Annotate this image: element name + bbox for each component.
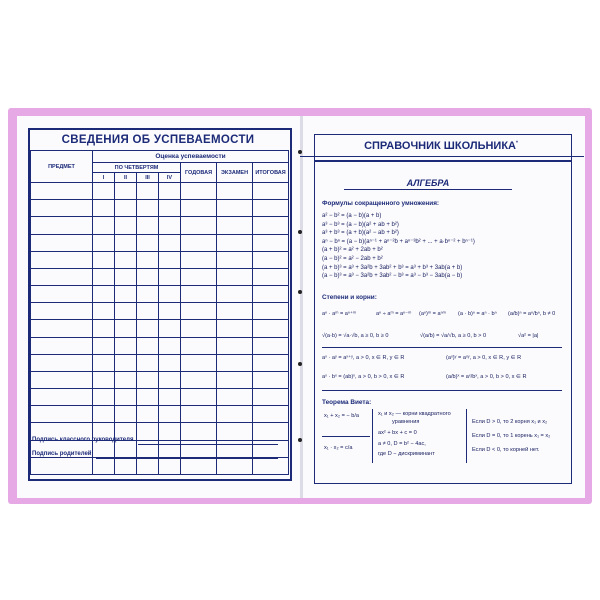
grade-cell[interactable] [217,217,253,234]
grade-cell[interactable] [115,234,137,251]
grade-cell[interactable] [181,337,217,354]
vieta-heading: Теорема Виета: [322,399,372,406]
grade-row [31,303,289,320]
staple-hole [298,290,302,294]
grade-cell[interactable] [93,251,115,268]
grade-cell[interactable] [137,268,159,285]
formula-line: (a + b)² = a² + 2ab + b² [322,247,383,254]
formulas-list [322,212,475,281]
grade-row [31,251,289,268]
staple-hole [298,230,302,234]
grade-cell[interactable] [137,354,159,371]
grade-cell[interactable] [217,371,253,388]
formula-line: aⁿ − bⁿ = (a − b)(aⁿ⁻¹ + aⁿ⁻²b + aⁿ⁻³b² + ... + a·bⁿ⁻² + bⁿ⁻¹) [322,238,475,245]
exp-rule-3: aˣ · bˣ = (ab)ˣ, a > 0, b > 0, x ∈ R [322,374,405,380]
grade-cell[interactable] [181,234,217,251]
grade-cell[interactable] [93,286,115,303]
powers-heading: Степени и корни: [322,294,377,301]
grade-cell[interactable] [181,440,217,457]
case-two-roots: Если D > 0, то 2 корня x₁ и x₂ [472,419,548,425]
root-rule-1: √(a·b) = √a·√b, a ≥ 0, b ≥ 0 [322,333,389,339]
sig-parents-line[interactable] [96,458,278,459]
grade-cell[interactable] [217,457,253,474]
subject-cell[interactable] [31,200,93,217]
grade-cell[interactable] [137,423,159,440]
grade-cell[interactable] [181,389,217,406]
subject-cell[interactable] [31,371,93,388]
grade-cell[interactable] [115,200,137,217]
vieta-roots-text: x₁ и x₂ — корни квадратного [378,411,451,417]
sig-parents-label: Подпись родителей [32,451,92,457]
exp-rule-4: (a/b)ˣ = aˣ/bˣ, a > 0, b > 0, x ∈ R [446,374,527,380]
grade-cell[interactable] [181,183,217,200]
grade-cell[interactable] [137,200,159,217]
grade-cell[interactable] [159,320,181,337]
grade-cell[interactable] [181,217,217,234]
grade-cell[interactable] [115,354,137,371]
grade-cell[interactable] [181,268,217,285]
grade-cell[interactable] [159,423,181,440]
grade-cell[interactable] [217,286,253,303]
grade-cell[interactable] [159,200,181,217]
subject-header: ПРЕДМЕТ [31,151,93,183]
grade-cell[interactable] [217,423,253,440]
vieta-product: x₁ · x₂ = c/a [324,445,353,451]
quadratic-equation: ax² + bx + c = 0 [378,430,417,436]
grade-cell[interactable] [181,200,217,217]
staple-hole [298,150,302,154]
discriminant-def: a ≠ 0, D = b² − 4ac, [378,441,426,447]
grade-cell[interactable] [253,303,289,320]
subject-cell[interactable] [31,303,93,320]
subject-cell[interactable] [31,320,93,337]
formulas-heading: Формулы сокращенного умножения: [322,200,440,207]
vieta-roots-text-2: уравнения [392,419,420,425]
vieta-sum: x₁ + x₂ = − b/a [324,413,359,419]
grade-cell[interactable] [93,200,115,217]
grade-row [31,337,289,354]
title-underline [300,156,584,157]
grade-cell[interactable] [93,234,115,251]
grade-cell[interactable] [115,286,137,303]
grade-cell[interactable] [137,183,159,200]
staple-hole [298,362,302,366]
grade-cell[interactable] [217,303,253,320]
grades-header: Оценка успеваемости [93,151,289,163]
discriminant-note: где D − дискриминант [378,451,435,457]
grade-cell[interactable] [115,406,137,423]
grade-cell[interactable] [159,337,181,354]
grade-cell[interactable] [159,286,181,303]
grade-cell[interactable] [253,371,289,388]
grade-cell[interactable] [253,440,289,457]
grade-cell[interactable] [159,183,181,200]
grade-cell[interactable] [159,371,181,388]
grade-cell[interactable] [159,234,181,251]
subject-cell[interactable] [31,389,93,406]
case-one-root: Если D = 0, то 1 корень x₁ = x₂ [472,433,551,439]
grade-row [31,457,289,474]
grade-row [31,200,289,217]
grade-cell[interactable] [181,320,217,337]
grade-cell[interactable] [181,457,217,474]
grade-cell[interactable] [115,457,137,474]
grade-row [31,371,289,388]
grade-cell[interactable] [217,183,253,200]
subject-cell[interactable] [31,217,93,234]
grade-cell[interactable] [181,354,217,371]
grade-cell[interactable] [253,268,289,285]
grade-cell[interactable] [217,320,253,337]
formula-line: a³ − b³ = (a − b)(a² + ab + b²) [322,221,399,228]
root-rule-2: √(a/b) = √a/√b, a ≥ 0, b > 0 [420,333,487,339]
grade-row [31,268,289,285]
subject-cell[interactable] [31,406,93,423]
grade-cell[interactable] [181,251,217,268]
grade-cell[interactable] [93,389,115,406]
grade-cell[interactable] [115,251,137,268]
grade-row [31,354,289,371]
grade-cell[interactable] [137,286,159,303]
grade-cell[interactable] [217,268,253,285]
grade-row [31,320,289,337]
grade-cell[interactable] [137,371,159,388]
grade-row [31,183,289,200]
grade-cell[interactable] [253,320,289,337]
subject-cell[interactable] [31,183,93,200]
formula-line: a³ + b³ = (a + b)(a² − ab + b²) [322,230,399,237]
grade-cell[interactable] [181,371,217,388]
grade-cell[interactable] [217,389,253,406]
formula-line: a² − b² = (a − b)(a + b) [322,213,382,219]
grade-cell[interactable] [115,268,137,285]
grade-cell[interactable] [137,406,159,423]
quarters-header: ПО ЧЕТВЕРТЯМ [93,163,181,173]
grade-cell[interactable] [93,371,115,388]
grade-cell[interactable] [159,251,181,268]
grade-cell[interactable] [93,354,115,371]
grade-cell[interactable] [253,389,289,406]
quarter-3-header: III [137,173,159,183]
grade-cell[interactable] [253,251,289,268]
vieta-divider-h [322,436,370,437]
exp-rule-2: (aˣ)ʸ = aˣʸ, a > 0, x ∈ R, y ∈ R [446,355,522,361]
grade-cell[interactable] [159,217,181,234]
grade-cell[interactable] [137,389,159,406]
divider [322,390,562,391]
grade-cell[interactable] [253,354,289,371]
power-rule-3: (aⁿ)ᵐ = aⁿᵐ [419,311,446,317]
subject-cell[interactable] [31,286,93,303]
grade-cell[interactable] [181,406,217,423]
grades-table [30,150,289,475]
final-header: ИТОГОВАЯ [253,163,289,183]
grade-cell[interactable] [93,303,115,320]
staple-hole [298,438,302,442]
grades-title: СВЕДЕНИЯ ОБ УСПЕВАЕМОСТИ [61,134,255,146]
power-rule-5: (a/b)ⁿ = aⁿ/bⁿ, b ≠ 0 [508,311,556,317]
formula-line: (a + b)³ = a³ + 3a²b + 3ab² + b³ = a³ + b³ + 3ab(a + b) [322,264,463,271]
grade-cell[interactable] [115,337,137,354]
grade-cell[interactable] [217,354,253,371]
grade-row [31,286,289,303]
grade-cell[interactable] [217,200,253,217]
grade-cell[interactable] [181,423,217,440]
power-rule-4: (a · b)ⁿ = aⁿ · bⁿ [458,311,497,317]
grade-cell[interactable] [137,234,159,251]
grade-row [31,234,289,251]
grade-cell[interactable] [253,406,289,423]
year-header: ГОДОВАЯ [181,163,217,183]
grade-cell[interactable] [93,268,115,285]
grade-cell[interactable] [137,457,159,474]
grade-cell[interactable] [137,217,159,234]
grade-cell[interactable] [159,354,181,371]
grade-cell[interactable] [253,200,289,217]
grade-cell[interactable] [115,320,137,337]
grade-row [31,217,289,234]
sig-teacher-label: Подпись классного руководителя [32,437,134,443]
subject-cell[interactable] [31,234,93,251]
grade-cell[interactable] [253,457,289,474]
vieta-divider [372,409,373,463]
grade-cell[interactable] [159,457,181,474]
reference-title-mark: * [515,140,518,147]
grade-cell[interactable] [217,251,253,268]
grade-cell[interactable] [159,440,181,457]
grade-cell[interactable] [253,286,289,303]
grade-cell[interactable] [253,423,289,440]
subject-cell[interactable] [31,457,93,474]
grade-cell[interactable] [137,251,159,268]
formula-line: (a − b)² = a² − 2ab + b² [322,255,383,262]
grade-cell[interactable] [115,217,137,234]
grade-cell[interactable] [217,406,253,423]
quarter-1-header: I [93,173,115,183]
grade-cell[interactable] [93,183,115,200]
grade-cell[interactable] [253,337,289,354]
grade-cell[interactable] [217,440,253,457]
grade-cell[interactable] [159,406,181,423]
subject-cell[interactable] [31,268,93,285]
grade-cell[interactable] [93,320,115,337]
quarter-4-header: IV [159,173,181,183]
grade-row [31,389,289,406]
grade-cell[interactable] [253,234,289,251]
formula-line: (a − b)³ = a³ − 3a²b + 3ab² − b³ = a³ − b³ − 3ab(a − b) [322,273,463,280]
grade-cell[interactable] [93,217,115,234]
power-rule-2: aⁿ ÷ aᵐ = aⁿ⁻ᵐ [376,311,412,317]
grade-cell[interactable] [115,371,137,388]
subject-cell[interactable] [31,337,93,354]
grade-cell[interactable] [181,286,217,303]
grade-cell[interactable] [137,303,159,320]
grade-cell[interactable] [159,389,181,406]
reference-title [326,140,556,152]
grade-cell[interactable] [181,303,217,320]
cases-divider [466,409,467,463]
quarter-2-header: II [115,173,137,183]
grade-cell[interactable] [217,234,253,251]
grade-cell[interactable] [217,337,253,354]
case-no-roots: Если D < 0, то корней нет. [472,447,540,453]
grade-cell[interactable] [115,389,137,406]
grade-cell[interactable] [93,406,115,423]
sig-teacher-line[interactable] [138,444,278,445]
exp-rule-1: aˣ · aʸ = aˣ⁺ʸ, a > 0, x ∈ R, y ∈ R [322,355,405,361]
divider [322,347,562,348]
grade-cell[interactable] [159,268,181,285]
power-rule-1: aⁿ · aᵐ = aⁿ⁺ᵐ [322,311,357,317]
grade-cell[interactable] [115,183,137,200]
algebra-heading: АЛГЕБРА [344,178,512,190]
grade-cell[interactable] [159,303,181,320]
reference-title-text: СПРАВОЧНИК ШКОЛЬНИКА [364,140,516,152]
grade-cell[interactable] [253,183,289,200]
subject-cell[interactable] [31,251,93,268]
root-rule-3: √a² = |a| [518,333,539,339]
grade-cell[interactable] [137,440,159,457]
grade-cell[interactable] [137,337,159,354]
grade-cell[interactable] [253,217,289,234]
grade-cell[interactable] [115,303,137,320]
grade-cell[interactable] [93,337,115,354]
subject-cell[interactable] [31,354,93,371]
grade-cell[interactable] [93,457,115,474]
exam-header: ЭКЗАМЕН [217,163,253,183]
grade-row [31,406,289,423]
grade-cell[interactable] [137,320,159,337]
